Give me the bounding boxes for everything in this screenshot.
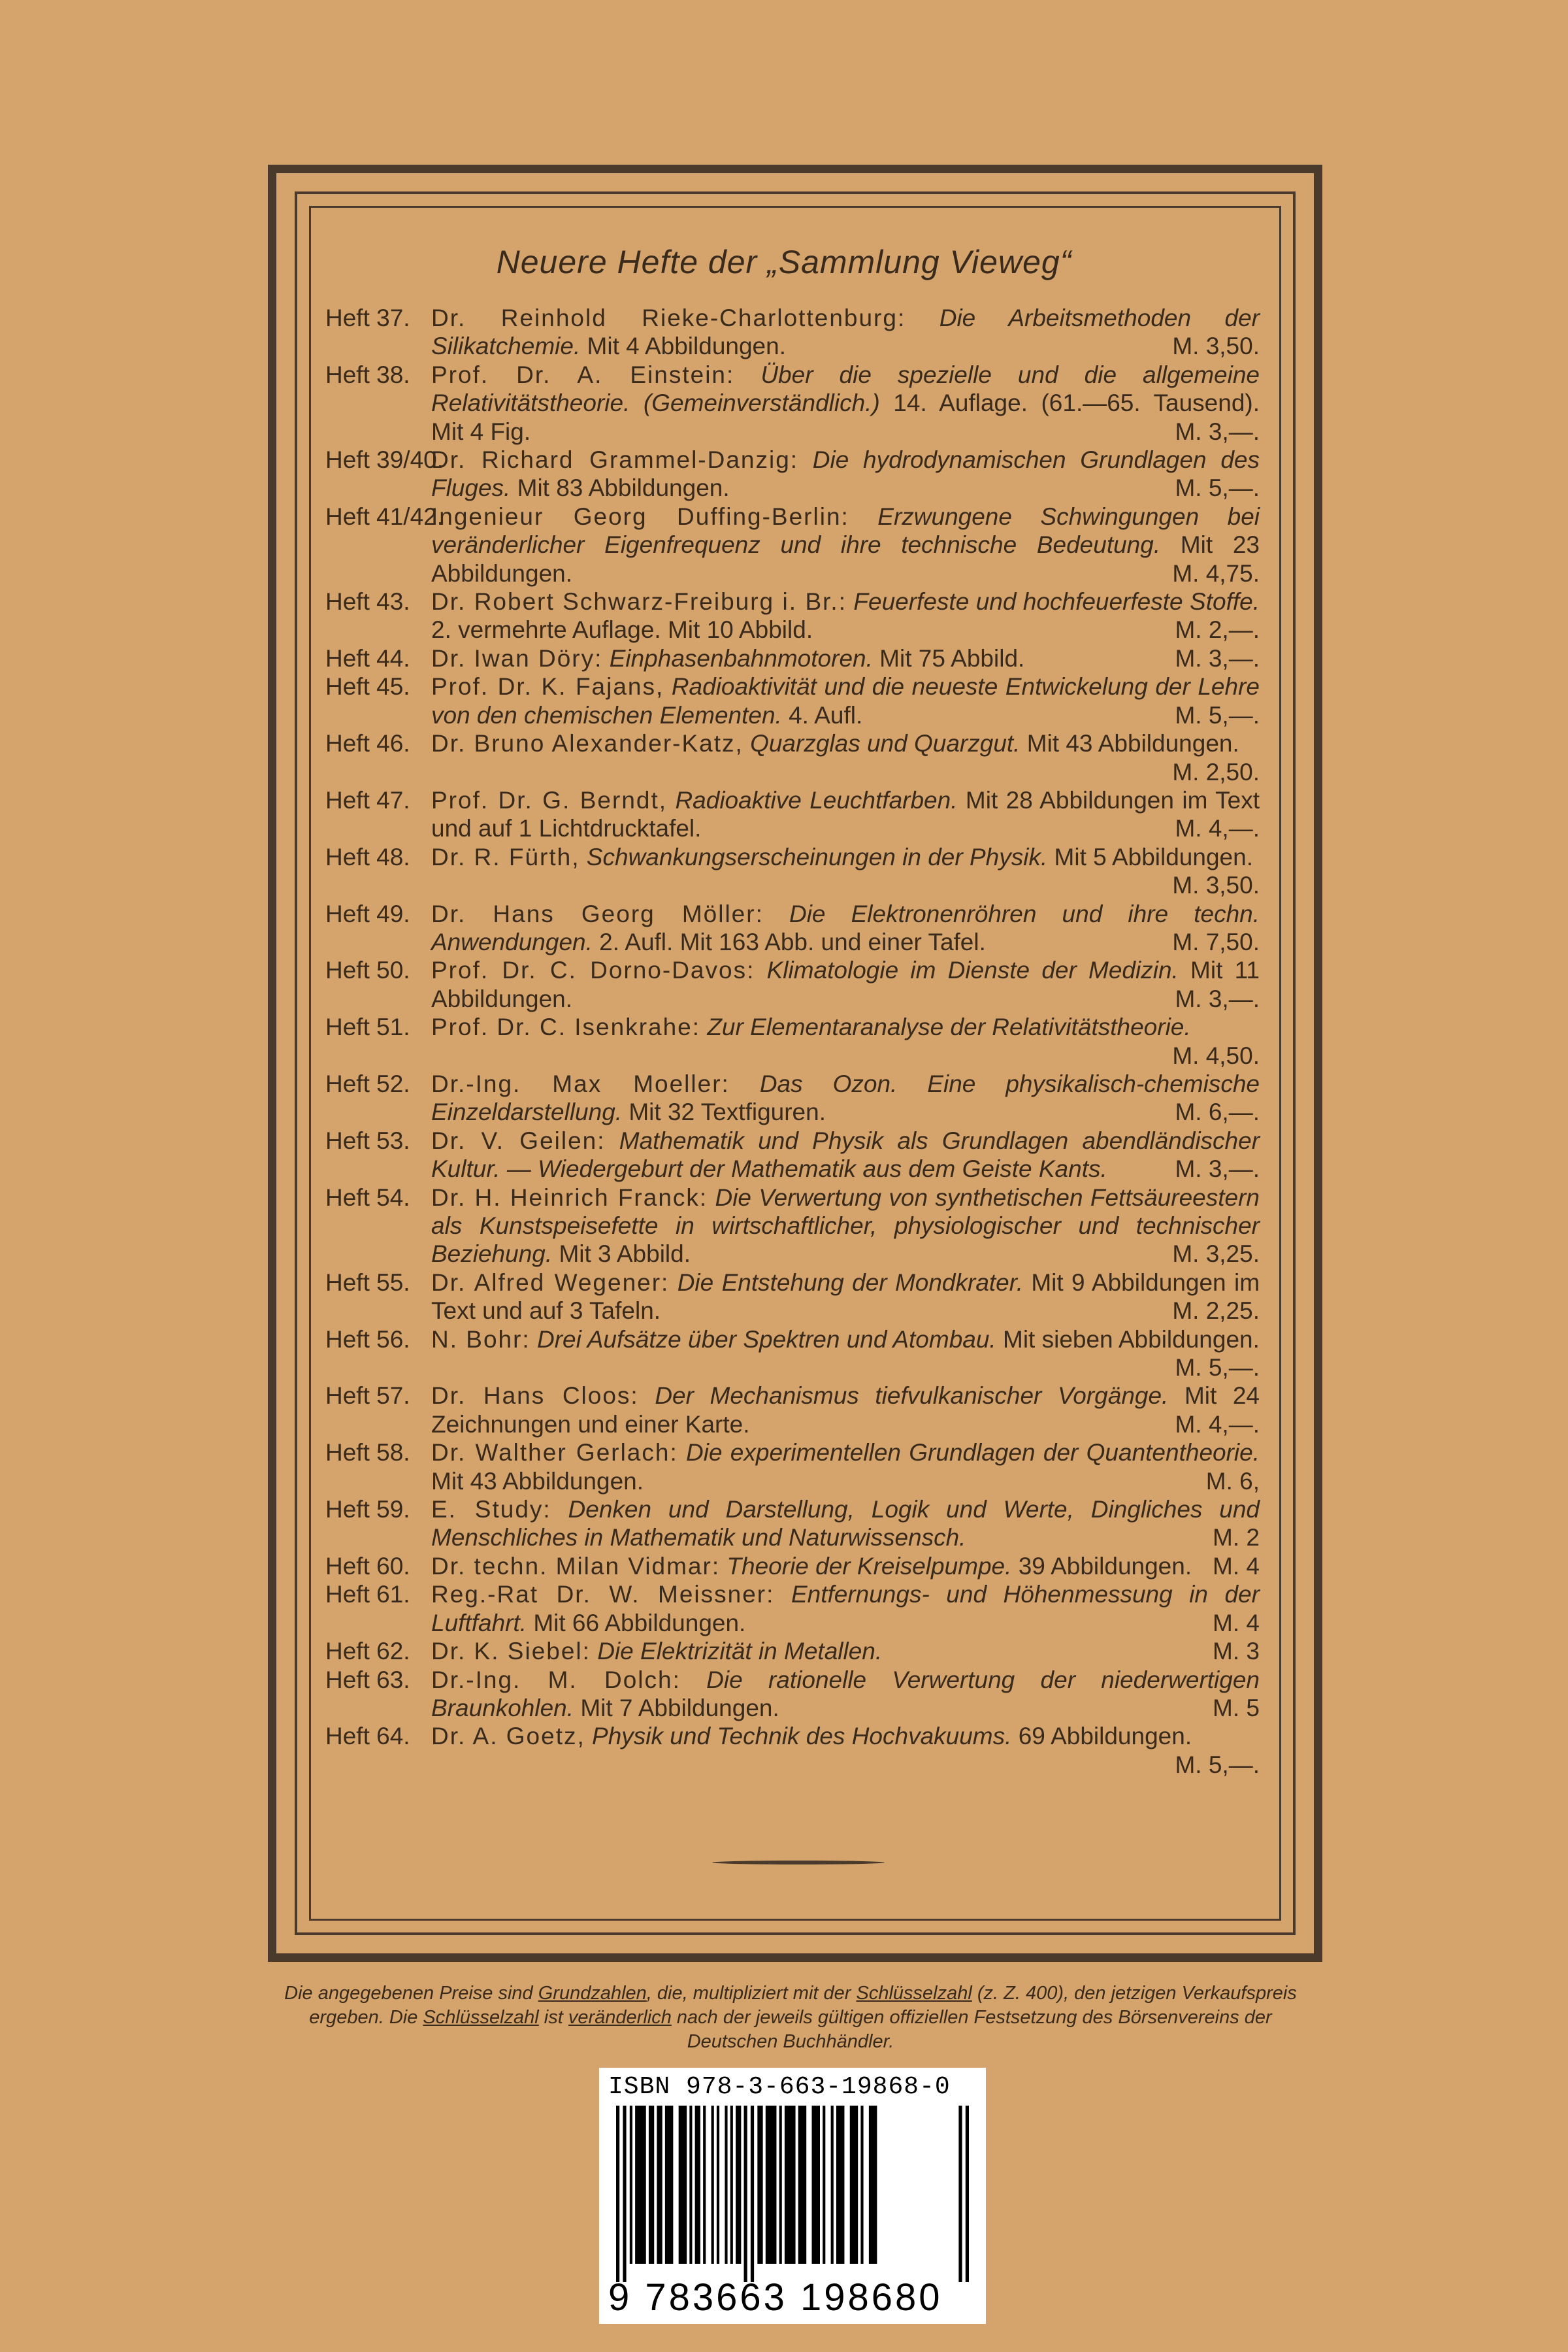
entry-body [431,304,1260,361]
note-text: ist [538,2007,568,2028]
entry-author: Dr. Robert Schwarz-Freiburg i. Br.: [431,588,847,616]
entry-price: M. 2 [1213,1524,1260,1551]
heft-number: Heft 61. [325,1581,410,1608]
heft-number: Heft 62. [325,1638,410,1665]
entry-title: Die experimentellen Grundlagen der Quantentheorie. [686,1439,1260,1466]
entry-body [431,644,1260,672]
heft-number: Heft 57. [325,1382,410,1410]
entry-author: Dr. Alfred Wegener: [431,1268,670,1296]
price-note [274,1981,1307,2054]
entry-body [431,672,1260,729]
entry-title: Radioaktivität und die neueste Entwickelung der Lehre von den chemischen Elementen. [431,673,1260,729]
list-item [325,1127,1260,1184]
entry-body [431,1325,1260,1382]
heft-number: Heft 41/42. [325,503,444,530]
entry-title: Das Ozon. Eine physikalisch-chemische Einzeldarstellung. [431,1070,1260,1126]
heft-number: Heft 64. [325,1723,410,1750]
entry-body [431,1438,1260,1495]
entry-details: 14. Auflage. (61.—65. Tausend). Mit 4 Fig. [431,389,1260,445]
heft-number: Heft 45. [325,673,410,701]
entry-title: Die Elektrizität in Metallen. [597,1638,883,1665]
entry-body [431,1580,1260,1637]
entry-details: Mit 24 Zeichnungen und einer Karte. [431,1382,1260,1438]
entry-price: M. 4 [1213,1609,1260,1636]
heft-number: Heft 37. [325,305,410,331]
entry-author: Prof. Dr. G. Berndt, [431,786,668,814]
note-text: Die angegebenen Preise sind [284,1983,538,2004]
heft-number: Heft 38. [325,361,410,388]
entry-body [431,786,1260,843]
entry-price: M. 6,—. [1175,1099,1260,1126]
heft-number: Heft 43. [325,588,410,616]
entry-author: Dr. techn. Milan Vidmar: [431,1552,721,1580]
list-item [325,1552,1260,1580]
list-item [325,1013,1260,1070]
entry-details: Mit 9 Abbildungen im Text und auf 3 Tafeln. [431,1268,1260,1325]
entry-author: Dr. H. Heinrich Franck: [431,1184,708,1211]
entry-price: M. 4,75. [1172,559,1260,587]
heft-number: Heft 49. [325,900,410,927]
entry-price: M. 5,—. [1175,701,1260,729]
entry-title: Zur Elementaranalyse der Relativitätstheorie. [707,1014,1191,1041]
entry-title: Denken und Darstellung, Logik und Werte, Dingliches und Menschliches in Mathematik und Naturwissensch. [431,1496,1260,1551]
entry-title: Die Arbeitsmethoden der Silikatchemie. [431,305,1260,360]
entry-title: Die Verwertung von synthetischen Fettsäureestern als Kunstspeisefette in wirtschaftlicher, physiologischer und technischer Beziehung. [431,1184,1260,1268]
entry-author: Reg.-Rat Dr. W. Meissner: [431,1581,775,1608]
list-item [325,644,1260,672]
entry-details: 39 Abbildungen. [1018,1552,1192,1580]
list-item [325,1268,1260,1325]
heft-number: Heft 50. [325,957,410,984]
list-item [325,900,1260,957]
decorative-rule [712,1861,885,1864]
entry-title: Die Entstehung der Mondkrater. [677,1268,1023,1296]
isbn-barcode [599,2068,986,2324]
entry-body [431,1722,1260,1779]
list-item [325,503,1260,588]
heft-number: Heft 53. [325,1127,410,1154]
entry-details: 2. vermehrte Auflage. Mit 10 Abbild. [431,616,813,644]
entry-body [431,1184,1260,1268]
note-text: nach der jeweils gültigen offiziellen Festsetzung des Börsenvereins der Deutschen Buchhändler. [671,2007,1272,2052]
entry-title: Theorie der Kreiselpumpe. [727,1552,1012,1580]
note-text: , die, multipliziert mit der [646,1983,857,2004]
isbn-label: ISBN 978-3-663-19868-0 [608,2073,951,2101]
entry-price: M. 5 [1213,1694,1260,1721]
entry-author: N. Bohr: [431,1325,531,1353]
entry-price: M. 3,50. [1172,333,1260,360]
entry-title: Die hydrodynamischen Grundlagen des Fluges. [431,446,1260,502]
list-item [325,446,1260,503]
heft-number: Heft 46. [325,730,410,757]
list-item [325,1184,1260,1268]
entry-details: 69 Abbildungen. [1018,1723,1192,1750]
list-item [325,1438,1260,1495]
entry-body [431,446,1260,503]
list-item [325,1722,1260,1779]
entry-body [431,729,1260,786]
heft-number: Heft 58. [325,1439,410,1466]
entry-body [431,1070,1260,1127]
entry-price: M. 6, [1205,1467,1260,1495]
entry-title: Schwankungserscheinungen in der Physik. [586,843,1048,870]
entry-price: M. 3 [1213,1638,1260,1665]
entry-title: Entfernungs- und Höhenmessung in der Luftfahrt. [431,1581,1260,1636]
entry-author: Dr.-Ing. M. Dolch: [431,1666,681,1693]
entry-body [431,956,1260,1013]
entry-author: Dr. Reinhold Rieke-Charlottenburg: [431,305,906,331]
entry-author: Ingenieur Georg Duffing-Berlin: [431,503,849,530]
note-text: (z. Z. 400), den jetzigen Verkaufspreis ergeben. Die [309,1983,1297,2028]
entry-price: M. 5,—. [1175,1354,1260,1382]
list-item [325,1637,1260,1665]
entry-price: M. 3,50. [1172,872,1260,899]
entry-body [431,1637,1260,1665]
entry-price: M. 2,25. [1172,1297,1260,1325]
entry-price: M. 4 [1213,1552,1260,1580]
entry-details: Mit 5 Abbildungen. [1054,843,1253,870]
list-item [325,1495,1260,1552]
barcode-bars [616,2106,969,2282]
list-item [325,786,1260,843]
list-item [325,304,1260,361]
entry-body [431,588,1260,644]
entry-title: Feuerfeste und hochfeuerfeste Stoffe. [853,588,1260,616]
entry-author: Dr. Bruno Alexander-Katz, [431,730,743,757]
entry-title: Mathematik und Physik als Grundlagen abendländischer Kultur. — Wiedergeburt der Mathematik aus dem Geiste Kants. [431,1127,1260,1183]
entry-price: M. 2,50. [1172,758,1260,786]
entry-author: Dr. Hans Cloos: [431,1382,639,1410]
entry-details: Mit 3 Abbild. [559,1240,691,1268]
list-item [325,1382,1260,1438]
entry-details: Mit 4 Abbildungen. [587,333,786,360]
entry-price: M. 4,50. [1172,1042,1260,1069]
entry-title: Physik und Technik des Hochvakuums. [592,1723,1012,1750]
entry-body [431,1013,1260,1070]
entry-title: Der Mechanismus tiefvulkanischer Vorgänge. [655,1382,1169,1410]
heft-number: Heft 56. [325,1325,410,1353]
heft-number: Heft 60. [325,1552,410,1580]
page-title: Neuere Hefte der „Sammlung Vieweg“ [496,244,1072,280]
entry-author: E. Study: [431,1496,551,1523]
entry-title: Radioaktive Leuchtfarben. [675,786,958,814]
entry-author: Prof. Dr. C. Isenkrahe: [431,1014,701,1041]
note-underlined: Schlüsselzahl [423,2007,539,2028]
entry-body [431,1382,1260,1438]
entry-details: Mit 7 Abbildungen. [580,1694,779,1721]
entry-price: M. 3,—. [1175,418,1260,445]
heft-number: Heft 59. [325,1496,410,1523]
entry-price: M. 7,50. [1172,928,1260,955]
entry-body [431,1552,1260,1580]
list-item [325,729,1260,786]
entry-details: Mit 11 Abbildungen. [431,957,1260,1012]
list-item [325,1325,1260,1382]
note-underlined: Schlüsselzahl [856,1983,972,2004]
entry-title: Klimatologie im Dienste der Medizin. [766,957,1179,984]
entry-details: 2. Aufl. Mit 163 Abb. und einer Tafel. [599,928,986,955]
entry-price: M. 5,—. [1175,474,1260,502]
entry-price: M. 3,—. [1175,1155,1260,1183]
entry-author: Prof. Dr. C. Dorno-Davos: [431,957,755,984]
list-item [325,1580,1260,1637]
entry-author: Prof. Dr. A. Einstein: [431,361,735,388]
entry-title: Quarzglas und Quarzgut. [750,730,1021,757]
entry-author: Dr. Iwan Döry: [431,644,603,672]
entry-author: Dr. Hans Georg Möller: [431,900,764,927]
heft-number: Heft 44. [325,644,410,672]
heft-number: Heft 47. [325,786,410,814]
entry-price: M. 2,—. [1175,616,1260,644]
heft-number: Heft 51. [325,1014,410,1041]
entry-price: M. 4,—. [1175,1410,1260,1438]
entry-details: Mit 66 Abbildungen. [533,1609,746,1636]
entry-price: M. 4,—. [1175,815,1260,842]
entry-price: M. 3,—. [1175,985,1260,1012]
entry-title: Erzwungene Schwingungen bei veränderlicher Eigenfrequenz und ihre technische Bedeutung. [431,503,1260,559]
entry-author: Dr. Walther Gerlach: [431,1439,678,1466]
barcode-digits: 9 783663 198680 [608,2276,943,2319]
list-item [325,672,1260,729]
entry-body [431,503,1260,588]
entry-price: M. 3,25. [1172,1240,1260,1268]
list-item [325,588,1260,644]
note-underlined: Grundzahlen [538,1983,647,2004]
entry-body [431,1268,1260,1325]
list-item [325,956,1260,1013]
list-item [325,1070,1260,1127]
entry-title: Über die spezielle und die allgemeine Relativitätstheorie. (Gemeinverständlich.) [431,361,1260,417]
entry-author: Dr. R. Fürth, [431,843,580,870]
entry-price: M. 3,—. [1175,644,1260,672]
entry-body [431,361,1260,446]
entry-details: Mit sieben Abbildungen. [1003,1325,1260,1353]
entry-details: Mit 23 Abbildungen. [431,531,1260,587]
entry-details: Mit 28 Abbildungen im Text und auf 1 Lichtdrucktafel. [431,786,1260,842]
entry-body [431,1127,1260,1184]
entry-details: Mit 83 Abbildungen. [517,474,730,502]
entry-body [431,843,1260,900]
entry-title: Einphasenbahnmotoren. [609,644,873,672]
entry-title: Die Elektronenröhren und ihre techn. Anwendungen. [431,900,1260,955]
list-item [325,361,1260,446]
entry-price: M. 5,—. [1175,1751,1260,1778]
entry-details: 4. Aufl. [789,701,863,729]
heft-number: Heft 54. [325,1184,410,1211]
entry-title: Drei Aufsätze über Spektren und Atombau. [537,1325,996,1353]
entry-body [431,900,1260,957]
entry-details: Mit 75 Abbild. [879,644,1025,672]
list-item [325,843,1260,900]
heft-number: Heft 55. [325,1268,410,1296]
note-underlined: veränderlich [568,2007,672,2028]
entry-author: Dr. A. Goetz, [431,1723,585,1750]
heft-number: Heft 52. [325,1070,410,1097]
series-list [325,304,1260,1779]
entry-body [431,1666,1260,1723]
entry-author: Dr.-Ing. Max Moeller: [431,1070,730,1097]
entry-author: Dr. V. Geilen: [431,1127,606,1154]
heft-number: Heft 63. [325,1666,410,1693]
entry-title: Die rationelle Verwertung der niederwertigen Braunkohlen. [431,1666,1260,1721]
list-item [325,1666,1260,1723]
heft-number: Heft 39/40. [325,446,444,474]
entry-body [431,1495,1260,1552]
entry-author: Prof. Dr. K. Fajans, [431,673,664,701]
entry-author: Dr. Richard Grammel-Danzig: [431,446,799,474]
heft-number: Heft 48. [325,843,410,870]
entry-author: Dr. K. Siebel: [431,1638,591,1665]
entry-details: Mit 32 Textfiguren. [629,1099,826,1126]
entry-details: Mit 43 Abbildungen. [431,1467,644,1495]
entry-details: Mit 43 Abbildungen. [1026,730,1239,757]
